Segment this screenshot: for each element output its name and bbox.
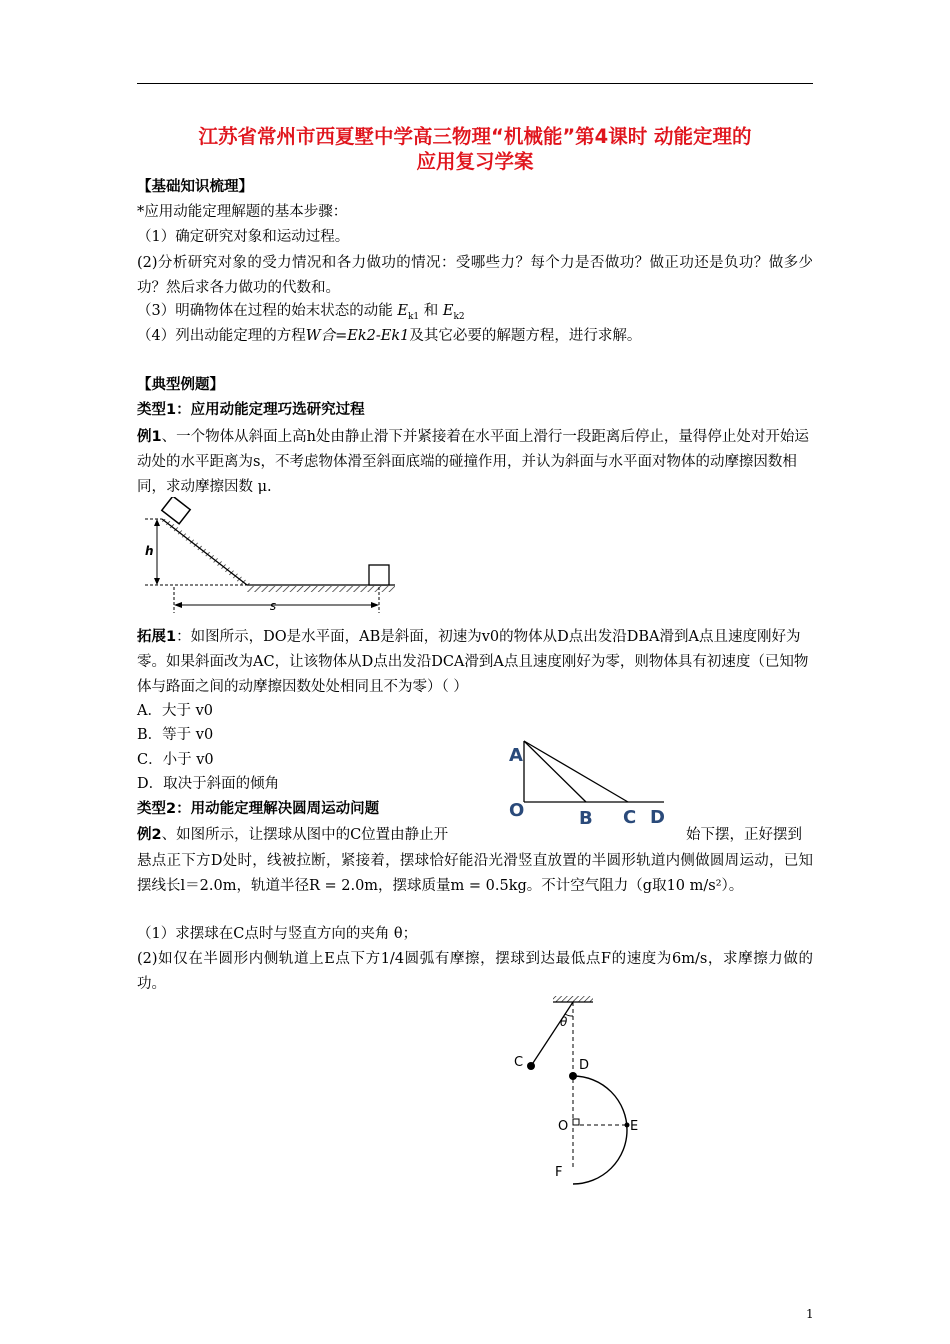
point-e <box>625 1123 630 1128</box>
point-d-label: D <box>579 1058 590 1073</box>
point-o-label: O <box>509 800 525 821</box>
point-b-label: B <box>579 808 593 829</box>
height-arrow-head-down <box>154 578 160 585</box>
step-4-text: （4）列出动能定理的方程 <box>137 328 306 344</box>
step-3 <box>137 301 465 327</box>
example-2-line-1 <box>137 825 448 845</box>
extension-1-label: 拓展1 <box>137 629 177 645</box>
semicircle-track <box>573 1076 627 1184</box>
height-arrow-head-up <box>154 519 160 526</box>
title-line-2: 应用复习学案 <box>416 150 534 173</box>
steps-intro: *应用动能定理解题的基本步骤： <box>137 204 348 220</box>
ball-c <box>527 1062 535 1070</box>
title-line-1: 江苏省常州市西夏墅中学高三物理“机械能”第4课时 动能定理的 <box>198 125 752 148</box>
example-2-text-c: 悬点正下方D处时，线被拉断，紧接着，摆球恰好能沿光滑竖直放置的半圆形轨道内侧做圆周运动，已知摆线长l＝2.0m，轨道半径R = 2.0m，摆球质量m = 0.5kg。不计空气阻力（g取10 m/s²）。 <box>137 853 813 894</box>
example-2-text-a: 、如图所示，让摆球从图中的C位置由静止开 <box>161 827 449 843</box>
incline-figure <box>137 497 407 617</box>
point-e-label: E <box>630 1119 639 1134</box>
slope-figure <box>500 735 680 830</box>
point-d-label: D <box>650 807 665 828</box>
point-o-label: O <box>558 1119 569 1134</box>
step-2: (2)分析研究对象的受力情况和各力做功的情况：受哪些力？每个力是否做功？做正功还是负功？做多少功？然后求各力做功的代数和。 <box>137 255 813 296</box>
option-b: B．等于 v0 <box>137 727 214 743</box>
ek2-symbol: E <box>442 303 454 319</box>
example-1-text: 、一个物体从斜面上高h处由静止滑下并紧接着在水平面上滑行一段距离后停止，量得停止处对开始运动处的水平距离为s，不考虑物体滑至斜面底端的碰撞作用，并认为斜面与水平面对物体的动摩擦因数相同，求动摩擦因数 μ. <box>137 429 809 495</box>
ek1-subscript: k1 <box>407 311 420 322</box>
incline-surface <box>162 519 247 585</box>
extension-1 <box>137 625 813 700</box>
right-angle-mark <box>573 1119 579 1125</box>
example-2-text-b: 始下摆，正好摆到 <box>686 827 802 843</box>
option-d: D．取决于斜面的倾角 <box>137 776 280 792</box>
step-3-and: 和 <box>423 303 439 319</box>
example-2-label: 例2 <box>137 827 162 843</box>
point-c-label: C <box>623 807 637 828</box>
page-number: 1 <box>806 1307 814 1321</box>
theta-label: θ <box>560 1015 568 1029</box>
distance-arrow-head-left <box>174 602 182 608</box>
step-4 <box>137 326 641 346</box>
step-1: （1）确定研究对象和运动过程。 <box>137 229 350 245</box>
step-3-text: （3）明确物体在过程的始末状态的动能 <box>137 303 393 319</box>
ground-hatching <box>247 586 395 592</box>
section-heading-examples: 【典型例题】 <box>137 377 224 393</box>
question-2: (2)如仅在半圆形内侧轨道上E点下方1/4圆弧有摩擦，摆球到达最低点F的速度为6m/s，求摩擦力做的功。 <box>137 951 813 992</box>
section-heading-basics: 【基础知识梳理】 <box>137 179 253 195</box>
pendulum-string <box>531 1002 573 1066</box>
type-1-heading: 类型1：应用动能定理巧选研究过程 <box>137 402 365 418</box>
block-on-ground <box>369 565 389 585</box>
height-label: h <box>145 544 154 558</box>
ek2-subscript: k2 <box>453 311 465 322</box>
pendulum-figure <box>505 990 655 1190</box>
distance-arrow-head-right <box>371 602 379 608</box>
question-1: （1）求摆球在C点时与竖直方向的夹角 θ； <box>137 926 418 942</box>
example-1-label: 例1 <box>137 429 162 445</box>
step-4-rest: 及其它必要的解题方程，进行求解。 <box>409 328 642 344</box>
point-c-label: C <box>514 1055 524 1070</box>
page-title <box>137 124 813 174</box>
extension-1-text: ：如图所示，DO是水平面，AB是斜面，初速为v0的物体从D点出发沿DBA滑到A点且速度刚好为零。如果斜面改为AC，让该物体从D点出发沿DCA滑到A点且速度刚好为零，则物体具有初速度（已知物体与路面之间的动摩擦因数处处相同且不为零）（ ） <box>137 629 809 695</box>
header-rule <box>137 83 813 84</box>
point-a-label: A <box>509 745 523 766</box>
option-a: A．大于 v0 <box>137 703 213 719</box>
option-c: C．小于 v0 <box>137 752 214 768</box>
distance-label: s <box>269 599 277 613</box>
ek1-symbol: E <box>397 303 408 319</box>
point-f-label: F <box>555 1165 563 1180</box>
ceiling-hatching <box>553 996 593 1002</box>
type-2-heading: 类型2：用动能定理解决圆周运动问题 <box>137 801 380 817</box>
example-1 <box>137 425 813 500</box>
step-4-equation: W合=Ek2-Ek1 <box>305 328 410 344</box>
